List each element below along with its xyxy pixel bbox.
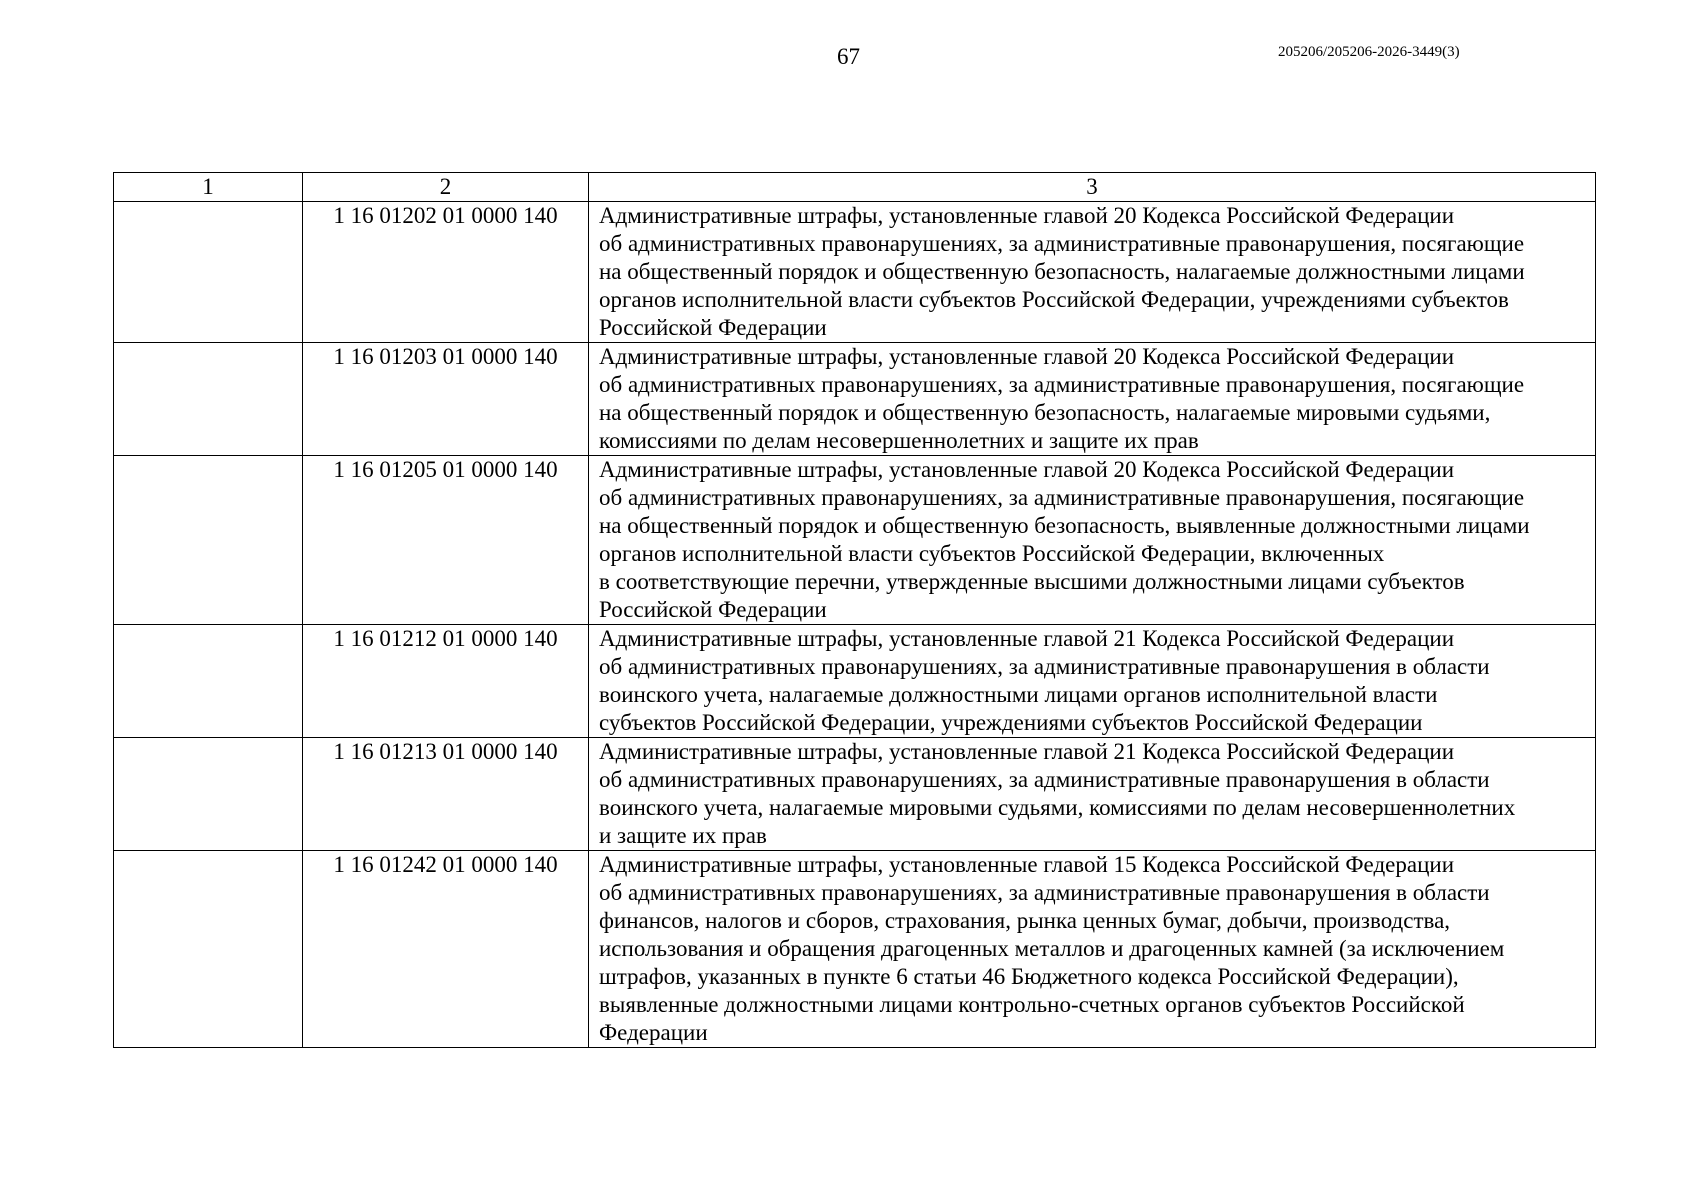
description-line: и защите их прав — [599, 823, 767, 848]
row-number-cell — [114, 456, 303, 625]
description-line: Административные штрафы, установленные главой 21 Кодекса Российской Федерации — [599, 739, 1454, 764]
description-line: Административные штрафы, установленные главой 20 Кодекса Российской Федерации — [599, 344, 1454, 369]
description-line: органов исполнительной власти субъектов Российской Федерации, учреждениями субъектов — [599, 287, 1509, 312]
description-line: комиссиями по делам несовершеннолетних и защите их прав — [599, 428, 1199, 453]
header-cell-col2: 2 — [303, 173, 589, 202]
description-cell — [589, 343, 1596, 456]
budget-code-cell: 1 16 01205 01 0000 140 — [303, 456, 589, 625]
description-line: финансов, налогов и сборов, страхования, рынка ценных бумаг, добычи, производства, — [599, 908, 1451, 933]
description-line: органов исполнительной власти субъектов Российской Федерации, включенных — [599, 541, 1385, 566]
description-line: в соответствующие перечни, утвержденные высшими должностными лицами субъектов — [599, 569, 1465, 594]
description-line: об административных правонарушениях, за административные правонарушения, посягающие — [599, 372, 1525, 397]
description-line: воинского учета, налагаемые мировыми судьями, комиссиями по делам несовершеннолетних — [599, 795, 1516, 820]
description-line: Российской Федерации — [599, 315, 827, 340]
description-line: на общественный порядок и общественную безопасность, налагаемые должностными лицами — [599, 259, 1525, 284]
budget-code-cell: 1 16 01242 01 0000 140 — [303, 851, 589, 1048]
description-line: выявленные должностными лицами контрольно-счетных органов субъектов Российской — [599, 992, 1465, 1017]
description-line: Административные штрафы, установленные главой 20 Кодекса Российской Федерации — [599, 203, 1454, 228]
row-number-cell — [114, 202, 303, 343]
page-number: 67 — [837, 44, 860, 69]
description-line: об административных правонарушениях, за административные правонарушения в области — [599, 767, 1490, 792]
document-code: 205206/205206-2026-3449(3) — [1278, 44, 1460, 60]
description-line: об административных правонарушениях, за административные правонарушения в области — [599, 880, 1490, 905]
description-cell — [589, 456, 1596, 625]
description-line: Административные штрафы, установленные главой 21 Кодекса Российской Федерации — [599, 626, 1454, 651]
budget-code-cell: 1 16 01203 01 0000 140 — [303, 343, 589, 456]
budget-code-cell: 1 16 01212 01 0000 140 — [303, 625, 589, 738]
description-line: Административные штрафы, установленные главой 15 Кодекса Российской Федерации — [599, 852, 1454, 877]
header-cell-col3: 3 — [589, 173, 1596, 202]
table-row — [114, 456, 1596, 625]
table-row — [114, 343, 1596, 456]
table-row — [114, 738, 1596, 851]
description-cell — [589, 625, 1596, 738]
header-cell-col1: 1 — [114, 173, 303, 202]
description-cell — [589, 851, 1596, 1048]
budget-code-cell: 1 16 01202 01 0000 140 — [303, 202, 589, 343]
table-row — [114, 625, 1596, 738]
budget-code-cell: 1 16 01213 01 0000 140 — [303, 738, 589, 851]
row-number-cell — [114, 851, 303, 1048]
table-row — [114, 202, 1596, 343]
description-line: об административных правонарушениях, за административные правонарушения в области — [599, 654, 1490, 679]
row-number-cell — [114, 738, 303, 851]
description-line: штрафов, указанных в пункте 6 статьи 46 Бюджетного кодекса Российской Федерации), — [599, 964, 1459, 989]
description-line: Российской Федерации — [599, 597, 827, 622]
description-line: воинского учета, налагаемые должностными лицами органов исполнительной власти — [599, 682, 1438, 707]
description-line: об административных правонарушениях, за административные правонарушения, посягающие — [599, 485, 1525, 510]
row-number-cell — [114, 625, 303, 738]
description-line: Федерации — [599, 1020, 708, 1045]
description-line: использования и обращения драгоценных металлов и драгоценных камней (за исключением — [599, 936, 1505, 961]
description-line: субъектов Российской Федерации, учреждениями субъектов Российской Федерации — [599, 710, 1423, 735]
description-line: на общественный порядок и общественную безопасность, выявленные должностными лицами — [599, 513, 1530, 538]
description-line: Административные штрафы, установленные главой 20 Кодекса Российской Федерации — [599, 457, 1454, 482]
description-line: на общественный порядок и общественную безопасность, налагаемые мировыми судьями, — [599, 400, 1491, 425]
description-cell — [589, 202, 1596, 343]
description-line: об административных правонарушениях, за административные правонарушения, посягающие — [599, 231, 1525, 256]
table-header-row — [114, 173, 1596, 202]
row-number-cell — [114, 343, 303, 456]
budget-codes-table — [113, 172, 1596, 1048]
description-cell — [589, 738, 1596, 851]
table-row — [114, 851, 1596, 1048]
